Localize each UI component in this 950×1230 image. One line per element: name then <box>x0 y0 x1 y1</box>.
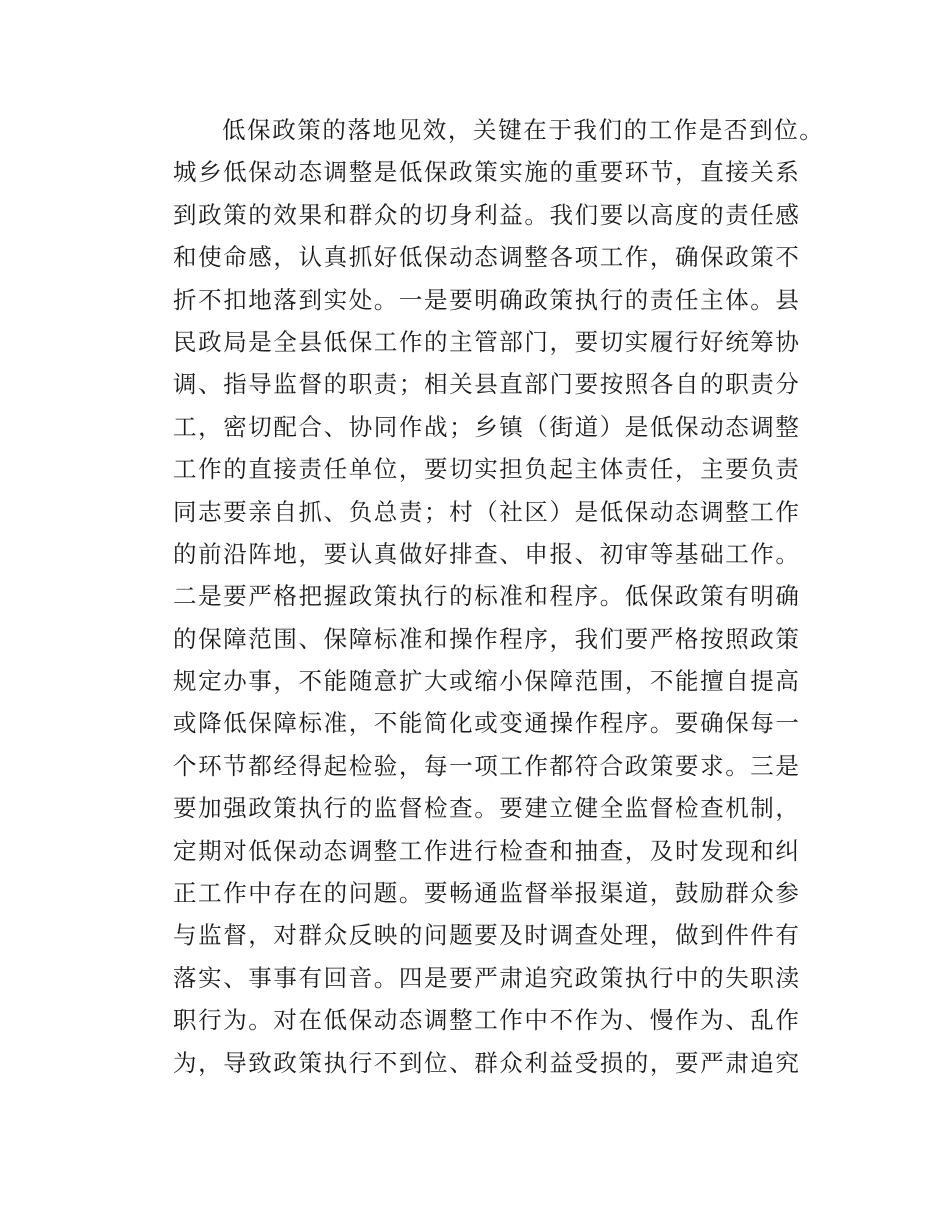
paragraph-line: 民政局是全县低保工作的主管部门，要切实履行好统筹协 <box>173 327 801 356</box>
paragraph-line: 个环节都经得起检验，每一项工作都符合政策要求。三是 <box>173 751 801 780</box>
paragraph-line: 折不扣地落到实处。一是要明确政策执行的责任主体。县 <box>173 285 801 314</box>
paragraph-line: 或降低保障标准，不能简化或变通操作程序。要确保每一 <box>173 709 801 738</box>
paragraph-line: 定期对低保动态调整工作进行检查和抽查，及时发现和纠 <box>173 836 801 865</box>
paragraph-line: 要加强政策执行的监督检查。要建立健全监督检查机制， <box>173 794 801 823</box>
paragraph-line: 职行为。对在低保动态调整工作中不作为、慢作为、乱作 <box>173 1006 801 1035</box>
paragraph-line: 和使命感，认真抓好低保动态调整各项工作，确保政策不 <box>173 243 801 272</box>
paragraph-line: 为，导致政策执行不到位、群众利益受损的，要严肃追究 <box>173 1048 801 1077</box>
paragraph-line: 到政策的效果和群众的切身利益。我们要以高度的责任感 <box>173 200 801 229</box>
paragraph-line: 城乡低保动态调整是低保政策实施的重要环节，直接关系 <box>173 158 801 187</box>
paragraph-line: 规定办事，不能随意扩大或缩小保障范围，不能擅自提高 <box>173 667 801 696</box>
paragraph-line: 正工作中存在的问题。要畅通监督举报渠道，鼓励群众参 <box>173 879 801 908</box>
paragraph-line: 同志要亲自抓、负总责；村（社区）是低保动态调整工作 <box>173 497 801 526</box>
paragraph-line: 落实、事事有回音。四是要严肃追究政策执行中的失职渎 <box>173 963 801 992</box>
paragraph-line: 低保政策的落地见效，关键在于我们的工作是否到位。 <box>222 116 825 144</box>
paragraph-line: 的前沿阵地，要认真做好排查、申报、初审等基础工作。 <box>173 539 801 568</box>
paragraph-line: 的保障范围、保障标准和操作程序，我们要严格按照政策 <box>173 624 801 653</box>
paragraph-line: 二是要严格把握政策执行的标准和程序。低保政策有明确 <box>173 582 801 611</box>
paragraph-line: 调、指导监督的职责；相关县直部门要按照各自的职责分 <box>173 370 801 399</box>
body-paragraph <box>173 109 825 1084</box>
paragraph-line: 与监督，对群众反映的问题要及时调查处理，做到件件有 <box>173 921 801 950</box>
paragraph-line: 工作的直接责任单位，要切实担负起主体责任，主要负责 <box>173 455 801 484</box>
paragraph-line: 工，密切配合、协同作战；乡镇（街道）是低保动态调整 <box>173 412 801 441</box>
